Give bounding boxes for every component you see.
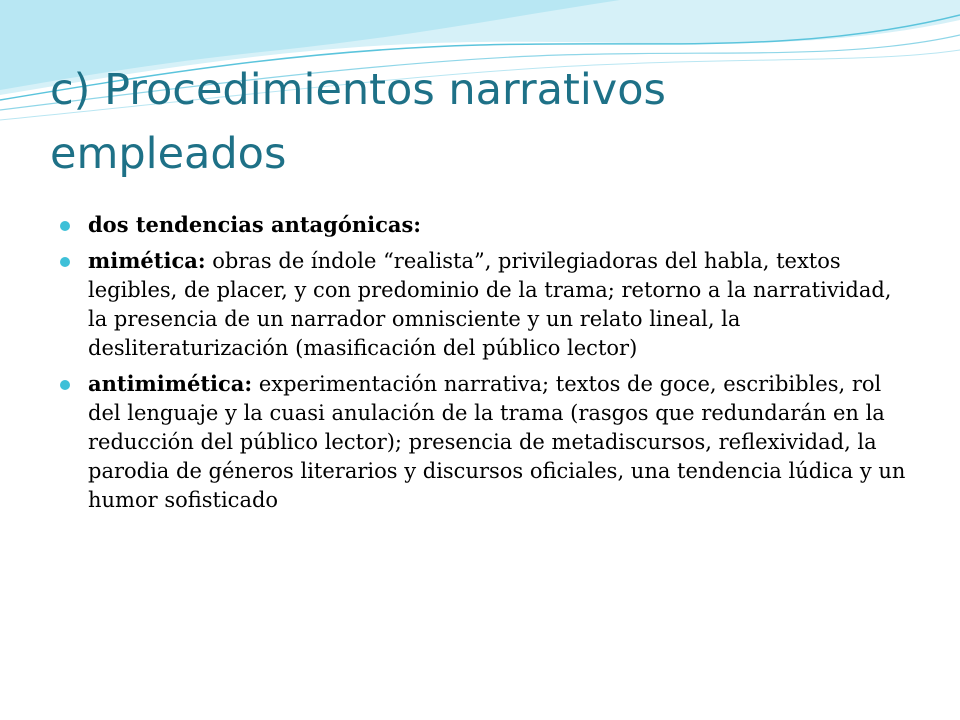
bullet-text: obras de índole “realista”, privilegiadoras del habla, textos legibles, de placer, y con predominio de la trama; retorno a la narratividad, la presencia de un narrador omnisciente y un relato lineal, la desliteraturización (masificación del público lector) xyxy=(88,249,892,360)
bullet-term: mimética: xyxy=(88,248,206,273)
bullet-term: dos tendencias antagónicas: xyxy=(88,212,422,237)
bullet-icon xyxy=(60,380,70,390)
bullet-item-mimetica xyxy=(60,246,910,363)
bullet-icon xyxy=(60,257,70,267)
bullet-icon xyxy=(60,221,70,231)
bullet-item-antimimetica xyxy=(60,369,910,515)
slide-title: c) Procedimientos narrativos empleados xyxy=(50,65,666,179)
bullet-text: experimentación narrativa; textos de goce, escribibles, rol del lenguaje y la cuasi anulación de la trama (rasgos que redundarán en la reducción del público lector); presencia de metadiscursos, reflexividad, la parodia de géneros literarios y discursos oficiales, una tendencia lúdica y un humor sofisticado xyxy=(88,372,906,512)
bullet-item-tendencias xyxy=(60,210,910,240)
bullet-term: antimimética: xyxy=(88,371,253,396)
bullet-list xyxy=(60,210,910,521)
